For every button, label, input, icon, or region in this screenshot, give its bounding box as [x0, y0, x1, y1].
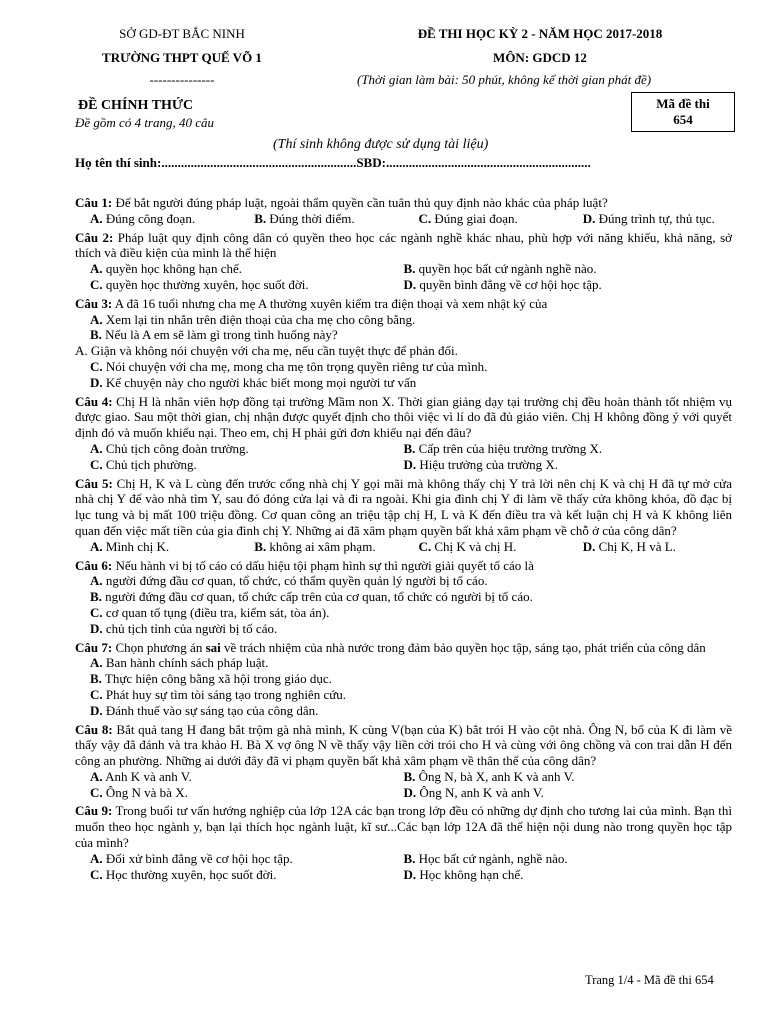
answer-option [75, 851, 404, 867]
option-label: D. [403, 456, 417, 472]
option-label: D. [582, 210, 596, 226]
question-block [75, 558, 732, 637]
answer-option [404, 867, 733, 883]
option-text: Kể chuyện này cho người khác biết mong mọi người tư vấn [102, 374, 417, 390]
option-label: D. [403, 784, 417, 800]
answer-option [404, 457, 733, 473]
question-stem [75, 722, 732, 769]
option-text: Đúng trình tự, thủ tục. [595, 210, 715, 226]
answer-option [75, 327, 732, 343]
options-row [75, 867, 732, 883]
option-label: C. [90, 456, 103, 472]
option-text: người đứng đầu cơ quan, tổ chức, có thẩm quyền quản lý người bị tố cáo. [102, 573, 488, 589]
question-number: Câu 6: [75, 557, 113, 573]
answer-option [75, 621, 732, 637]
option-text: Xem lại tin nhắn trên điện thoại của cha mẹ cho công bằng. [102, 311, 416, 327]
answer-option [239, 539, 403, 555]
answer-options [75, 769, 732, 801]
answer-option [404, 785, 733, 801]
answer-option [404, 211, 568, 227]
question-number: Câu 2: [75, 229, 114, 245]
option-label: B. [403, 768, 416, 784]
option-text: Đúng công đoạn. [102, 210, 196, 226]
option-text: Thực hiện công bằng xã hội trong giáo dục. [101, 671, 332, 687]
answer-option [75, 277, 404, 293]
answer-option [568, 211, 732, 227]
question-number: Câu 7: [75, 639, 113, 655]
question-block [75, 296, 732, 391]
question-block [75, 230, 732, 293]
option-text: quyền học không hạn chế. [102, 261, 242, 277]
answer-option [75, 359, 732, 375]
exam-code-value: 654 [673, 112, 693, 127]
page-footer: Trang 1/4 - Mã đề thi 654 [585, 973, 714, 987]
options-row [75, 851, 732, 867]
answer-option [404, 539, 568, 555]
question-stem [75, 394, 732, 441]
option-label: D. [403, 866, 417, 882]
answer-option [75, 589, 732, 605]
question-stem [75, 476, 732, 539]
answer-option [75, 457, 404, 473]
answer-option [75, 687, 732, 703]
options-row [75, 457, 732, 473]
department-name: SỞ GD-ĐT BẮC NINH [119, 26, 245, 41]
option-text: Ban hành chính sách pháp luật. [102, 655, 269, 671]
question-block [75, 476, 732, 555]
option-label: B. [254, 538, 267, 554]
option-label: C. [90, 276, 103, 292]
answer-option [404, 851, 733, 867]
question-text: Nếu hành vi bị tố cáo có dấu hiệu tội phạm hình sự thì người giải quyết tố cáo là [112, 557, 534, 573]
answer-options [75, 655, 732, 718]
question-stem [75, 558, 732, 574]
option-label: C. [90, 866, 103, 882]
option-text: Ông N và bà X. [102, 784, 188, 800]
option-label: D. [582, 538, 596, 554]
option-text: Đúng thời điểm. [266, 210, 355, 226]
option-text: Đánh thuế vào sự sáng tạo của công dân. [102, 702, 319, 718]
answer-option [75, 539, 239, 555]
answer-option [75, 375, 732, 391]
option-text: cơ quan tố tụng (điều tra, kiểm sát, tòa án). [102, 604, 330, 620]
question-stem [75, 195, 732, 211]
option-text: Mình chị K. [102, 538, 170, 554]
answer-option [75, 671, 732, 687]
option-label: B. [403, 850, 416, 866]
option-label: A. [90, 538, 103, 554]
option-text: quyền bình đẳng về cơ hội học tập. [416, 276, 602, 292]
option-text: Phát huy sự tìm tòi sáng tạo trong nghiên cứu. [102, 686, 347, 702]
option-text: Ông N, anh K và anh V. [416, 784, 544, 800]
question-block [75, 722, 732, 801]
option-text: A. Giận và không nói chuyện với cha mẹ, nếu cần tuyệt thực để phản đối. [75, 343, 458, 359]
answer-option [404, 261, 733, 277]
option-label: C. [418, 210, 432, 226]
answer-option [75, 441, 404, 457]
question-number: Câu 4: [75, 393, 113, 409]
option-label: C. [90, 686, 103, 702]
question-text: Chị H, K và L cùng đến trước cổng nhà chị Y gọi mãi mà không thấy chị Y trả lời nên chị K và chị H đã tự mở cửa nhà chị Y để vào nhà tìm Y, sau đó đóng cửa lại và đi ra ngoài. Khi gia đình chị Y đi làm về thấy cửa không khóa, đồ đạc bị lục tung và bị mất 100 triệu đồng. Cơ quan công an triệu tập chị H, L và K đến điều tra và kết luận chị H và K không liên quan đến việc mất tiền của gia đình chị Y. Những ai đã xâm phạm quyền bất khả xâm phạm về chỗ ở của công dân? [75, 475, 732, 538]
option-text: Học thường xuyên, học suốt đời. [102, 866, 277, 882]
exam-title: ĐỀ THI HỌC KỲ 2 - NĂM HỌC 2017-2018 [417, 26, 663, 41]
answer-options [75, 539, 732, 555]
question-number: Câu 5: [75, 475, 113, 491]
option-text: Chị K và chị H. [431, 538, 517, 554]
question-text: về trách nhiệm của nhà nước trong đảm bảo quyền học tập, sáng tạo, phát triển của công dân [220, 639, 706, 655]
option-label: B. [90, 671, 102, 687]
question-text: Trong buổi tư vấn hướng nghiệp của lớp 12A các bạn trong lớp đều có những dự định cho tương lai của mình. Bạn thì muốn theo học ngành y, bạn lại thích học ngành luật, kĩ sư...Các bạn lớp 12A đã thể hiện nội dung nào trong quyền học tập của mình? [75, 803, 733, 851]
option-text: quyền học thường xuyên, học suốt đời. [102, 276, 309, 292]
answer-option [404, 769, 733, 785]
question-block [75, 803, 732, 882]
answer-options [75, 573, 732, 636]
options-row [75, 539, 732, 555]
question-block [75, 195, 732, 227]
answer-option [239, 211, 403, 227]
question-emphasis: sai [205, 639, 221, 655]
option-label: B. [403, 261, 416, 277]
answer-options [75, 312, 732, 391]
answer-option [75, 573, 732, 589]
options-row [75, 785, 732, 801]
option-text: Học bất cứ ngành, nghề nào. [415, 850, 568, 866]
question-text: Bắt quả tang H đang bắt trộm gà nhà mình, K cùng V(bạn của K) bắt trói H vào cột nhà. Ông N, bố của K đi làm về thấy vậy đã đánh và tra khảo H. Bà X vợ ông N về thấy vậy liền cởi trói cho H và cùng với ông chồng và con trai dẫn H đến công an phường. Những ai dưới đây đã vi phạm quyền bất khả xâm phạm về thân thể của công dân? [75, 721, 732, 769]
question-number: Câu 3: [75, 295, 113, 311]
option-label: C. [418, 538, 432, 554]
question-stem [75, 230, 732, 262]
option-label: D. [90, 620, 103, 636]
exam-code-box [631, 92, 735, 132]
option-text: không ai xâm phạm. [266, 538, 376, 554]
option-label: D. [90, 702, 103, 718]
question-number: Câu 9: [75, 803, 113, 819]
answer-option [75, 211, 239, 227]
option-text: Nói chuyện với cha mẹ, mong cha mẹ tôn trọng quyền riêng tư của mình. [102, 358, 488, 374]
options-row [75, 441, 732, 457]
option-label: B. [90, 589, 102, 605]
question-stem [75, 640, 732, 656]
question-text: Chọn phương án [112, 639, 206, 655]
candidate-info-line: Họ tên thí sinh:............................................................SBD:............................................................... [75, 155, 591, 170]
answer-option [75, 655, 732, 671]
no-documents-note: (Thí sinh không được sử dụng tài liệu) [273, 137, 489, 152]
exam-code-label: Mã đề thi [656, 96, 710, 111]
answer-options [75, 261, 732, 293]
option-text: quyền học bất cứ ngành nghề nào. [415, 261, 597, 277]
option-text: người đứng đầu cơ quan, tổ chức cấp trên của cơ quan, tổ chức có người bị tố cáo. [101, 589, 533, 605]
subject-title: MÔN: GDCD 12 [493, 50, 587, 65]
answer-options [75, 441, 732, 473]
question-number: Câu 1: [75, 195, 113, 210]
option-label: A. [90, 311, 103, 327]
header-separator: --------------- [149, 72, 215, 87]
answer-option [75, 605, 732, 621]
option-label: D. [403, 276, 417, 292]
question-block [75, 640, 732, 719]
option-label: B. [403, 440, 416, 456]
option-label: A. [90, 850, 103, 866]
answer-option [75, 703, 732, 719]
options-row [75, 211, 732, 227]
option-label: A. [90, 573, 103, 589]
option-text: Học không hạn chế. [416, 866, 524, 882]
options-row [75, 277, 732, 293]
answer-options [75, 851, 732, 883]
answer-option [75, 312, 732, 328]
options-row [75, 769, 732, 785]
answer-option [75, 343, 732, 359]
option-text: Chủ tịch phường. [102, 456, 197, 472]
option-text: Nếu là A em sẽ làm gì trong tình huống này? [101, 327, 338, 343]
answer-option [404, 277, 733, 293]
answer-options [75, 211, 732, 227]
question-text: Chị H là nhân viên hợp đồng tại trường Mầm non X. Thời gian giảng dạy tại trường chị đều hoàn thành tốt nhiệm vụ được giao. Sau một thời gian, chị nhận được quyết định cho thôi việc vì lí do đã đủ giáo viên. Chị H không đồng ý với quyết định đó và muốn khiếu nại. Theo em, chị H phải gửi đơn khiếu nại đến đâu? [75, 393, 732, 441]
time-note: (Thời gian làm bài: 50 phút, không kể thời gian phát đề) [357, 72, 652, 87]
question-text: Để bắt người đúng pháp luật, ngoài thẩm quyền cần tuân thủ quy định nào khác của pháp luật? [112, 195, 608, 210]
option-label: B. [254, 210, 267, 226]
option-label: D. [90, 374, 103, 390]
question-text: Pháp luật quy định công dân có quyền theo học các ngành nghề khác nhau, phù hợp với năng khiếu, khả năng, sở thích và điều kiện của mình là thể hiện [75, 229, 733, 261]
option-label: A. [90, 768, 103, 784]
option-text: chủ tịch tỉnh của người bị tố cáo. [102, 620, 278, 636]
question-text: A đã 16 tuổi nhưng cha mẹ A thường xuyên kiểm tra điện thoại và xem nhật ký của [112, 295, 548, 311]
option-text: Đúng giai đoạn. [431, 210, 518, 226]
option-text: Chủ tịch công đoàn trường. [102, 440, 249, 456]
option-label: C. [90, 604, 103, 620]
option-label: C. [90, 784, 103, 800]
option-label: C. [90, 358, 103, 374]
option-text: Hiệu trưởng của trường X. [416, 456, 559, 472]
answer-option [568, 539, 732, 555]
pages-note: Đề gồm có 4 trang, 40 câu [75, 115, 215, 130]
option-text: Anh K và anh V. [102, 768, 192, 784]
question-stem [75, 296, 732, 312]
option-label: B. [90, 327, 102, 343]
answer-option [75, 867, 404, 883]
answer-option [75, 261, 404, 277]
question-number: Câu 8: [75, 721, 113, 737]
question-block [75, 394, 732, 473]
option-label: A. [90, 210, 103, 226]
option-text: Cấp trên của hiệu trưởng trường X. [415, 440, 603, 456]
school-name: TRƯỜNG THPT QUẾ VÕ 1 [102, 50, 262, 65]
question-stem [75, 803, 732, 850]
answer-option [75, 785, 404, 801]
options-row [75, 261, 732, 277]
answer-option [404, 441, 733, 457]
option-text: Chị K, H và L. [595, 538, 676, 554]
option-label: A. [90, 261, 103, 277]
question-list [75, 195, 732, 885]
answer-option [75, 769, 404, 785]
option-text: Đối xử bình đẳng về cơ hội học tập. [102, 850, 293, 866]
official-label: ĐỀ CHÍNH THỨC [78, 98, 194, 113]
option-label: A. [90, 655, 103, 671]
option-text: Ông N, bà X, anh K và anh V. [415, 768, 575, 784]
option-label: A. [90, 440, 103, 456]
